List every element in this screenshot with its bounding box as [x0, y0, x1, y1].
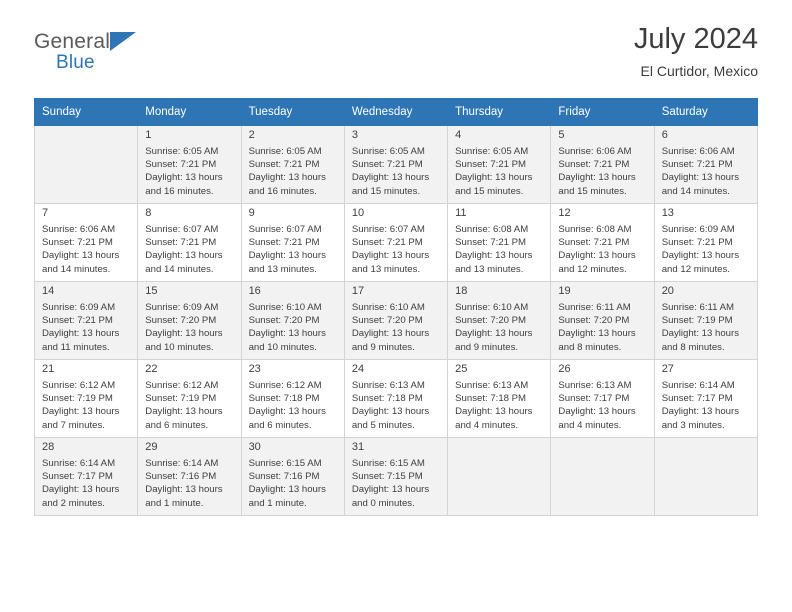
- day-details: [455, 301, 545, 354]
- day-details: [352, 301, 442, 354]
- day-detail-line: Sunset: 7:17 PM: [42, 471, 113, 483]
- day-details: [249, 301, 339, 354]
- day-details: [145, 379, 235, 432]
- day-details: [558, 301, 648, 354]
- day-detail-line: Daylight: 13 hours: [42, 484, 120, 496]
- day-detail-line: Sunset: 7:21 PM: [248, 159, 320, 171]
- day-detail-line: Sunset: 7:20 PM: [351, 315, 423, 327]
- day-detail-line: Daylight: 13 hours: [558, 250, 636, 262]
- day-details: [145, 301, 235, 354]
- day-detail-line: Daylight: 13 hours: [455, 406, 533, 418]
- day-detail-line: and 0 minutes.: [351, 497, 415, 509]
- calendar-day-cell[interactable]: [551, 126, 654, 204]
- day-detail-line: and 4 minutes.: [558, 419, 622, 431]
- calendar-day-cell[interactable]: [344, 204, 447, 282]
- day-detail-line: Sunrise: 6:05 AM: [145, 146, 219, 157]
- day-detail-line: Sunrise: 6:05 AM: [248, 146, 322, 157]
- day-detail-line: Sunrise: 6:11 AM: [661, 302, 735, 313]
- day-detail-line: Daylight: 13 hours: [661, 406, 740, 418]
- calendar-day-cell[interactable]: [448, 282, 551, 360]
- day-detail-line: Sunset: 7:21 PM: [351, 237, 423, 249]
- day-detail-line: Daylight: 13 hours: [558, 328, 636, 340]
- day-detail-line: and 6 minutes.: [145, 419, 209, 431]
- day-number: 26: [558, 363, 571, 375]
- day-detail-line: Sunset: 7:21 PM: [145, 237, 217, 249]
- day-detail-line: Daylight: 13 hours: [455, 172, 533, 184]
- day-detail-line: and 12 minutes.: [558, 263, 627, 275]
- day-detail-line: Daylight: 13 hours: [248, 250, 326, 262]
- calendar-day-cell[interactable]: [241, 282, 344, 360]
- day-details: [352, 223, 442, 276]
- day-details: [249, 145, 339, 198]
- day-detail-line: Daylight: 13 hours: [145, 250, 223, 262]
- general-blue-logo: [34, 22, 154, 74]
- flag-icon: [110, 32, 136, 51]
- day-detail-line: and 1 minute.: [248, 497, 307, 509]
- day-details: [558, 379, 648, 432]
- day-detail-line: Sunrise: 6:13 AM: [351, 380, 425, 391]
- day-detail-line: Sunset: 7:21 PM: [145, 159, 217, 171]
- day-detail-line: and 9 minutes.: [455, 341, 519, 353]
- page-header: [34, 22, 758, 90]
- day-detail-line: Sunrise: 6:12 AM: [42, 380, 116, 391]
- day-detail-line: Sunset: 7:18 PM: [351, 393, 423, 405]
- day-detail-line: Sunrise: 6:09 AM: [42, 302, 116, 313]
- day-detail-line: Sunrise: 6:06 AM: [558, 146, 632, 157]
- day-detail-line: Daylight: 13 hours: [248, 328, 326, 340]
- calendar-day-cell[interactable]: [138, 438, 241, 516]
- day-detail-line: Sunrise: 6:06 AM: [661, 146, 735, 157]
- day-number: 22: [145, 363, 158, 375]
- day-details: [352, 145, 442, 198]
- day-detail-line: Sunrise: 6:15 AM: [248, 458, 322, 469]
- day-detail-line: Sunrise: 6:12 AM: [248, 380, 322, 391]
- day-detail-line: Sunrise: 6:09 AM: [661, 224, 735, 235]
- day-details: [662, 379, 752, 432]
- day-number: 9: [248, 207, 255, 219]
- day-number: 16: [248, 285, 261, 297]
- day-number: 24: [351, 363, 365, 375]
- day-details: [42, 223, 132, 276]
- day-detail-line: Sunset: 7:19 PM: [42, 393, 113, 405]
- day-number: 3: [351, 129, 358, 141]
- day-detail-line: Sunset: 7:18 PM: [455, 393, 527, 405]
- day-detail-line: Sunrise: 6:12 AM: [145, 380, 219, 391]
- calendar-day-cell[interactable]: [551, 360, 654, 438]
- day-details: [249, 457, 339, 510]
- weekday-header-monday: Monday: [138, 99, 241, 126]
- day-detail-line: Sunset: 7:15 PM: [351, 471, 423, 483]
- calendar-week-row: [35, 438, 758, 516]
- calendar-cell-empty: [448, 438, 551, 516]
- day-detail-line: Daylight: 13 hours: [42, 328, 120, 340]
- day-details: [249, 379, 339, 432]
- day-detail-line: Sunrise: 6:05 AM: [455, 146, 529, 157]
- day-detail-line: Sunset: 7:20 PM: [248, 315, 320, 327]
- day-detail-line: and 14 minutes.: [42, 263, 111, 275]
- day-details: [42, 301, 132, 354]
- day-detail-line: and 14 minutes.: [145, 263, 214, 275]
- day-detail-line: and 16 minutes.: [248, 185, 317, 197]
- day-number: 4: [455, 129, 462, 141]
- day-details: [455, 379, 545, 432]
- day-number: 31: [351, 441, 365, 453]
- day-detail-line: Daylight: 13 hours: [248, 172, 326, 184]
- day-number: 19: [558, 285, 571, 297]
- day-detail-line: Daylight: 13 hours: [145, 172, 223, 184]
- day-detail-line: Sunrise: 6:06 AM: [42, 224, 116, 235]
- day-detail-line: Daylight: 13 hours: [455, 328, 533, 340]
- day-detail-line: and 14 minutes.: [661, 185, 730, 197]
- day-detail-line: Daylight: 13 hours: [248, 484, 326, 496]
- day-detail-line: Sunrise: 6:09 AM: [145, 302, 219, 313]
- day-detail-line: and 12 minutes.: [661, 263, 730, 275]
- day-detail-line: Daylight: 13 hours: [145, 406, 223, 418]
- day-detail-line: and 8 minutes.: [558, 341, 622, 353]
- day-detail-line: Sunrise: 6:14 AM: [145, 458, 219, 469]
- day-detail-line: and 2 minutes.: [42, 497, 105, 509]
- day-detail-line: Daylight: 13 hours: [145, 484, 223, 496]
- day-detail-line: Sunrise: 6:11 AM: [558, 302, 631, 313]
- day-details: [558, 223, 648, 276]
- day-detail-line: and 6 minutes.: [248, 419, 312, 431]
- day-number: 15: [145, 285, 158, 297]
- day-details: [558, 145, 648, 198]
- day-details: [249, 223, 339, 276]
- day-detail-line: Daylight: 13 hours: [661, 172, 740, 184]
- day-detail-line: Sunrise: 6:13 AM: [455, 380, 529, 391]
- day-details: [352, 457, 442, 510]
- day-details: [662, 223, 752, 276]
- day-number: 29: [145, 441, 158, 453]
- day-detail-line: and 1 minute.: [145, 497, 204, 509]
- calendar-day-cell[interactable]: [35, 360, 138, 438]
- day-detail-line: Sunrise: 6:07 AM: [351, 224, 425, 235]
- day-number: 11: [455, 207, 467, 219]
- calendar-week-row: [35, 204, 758, 282]
- day-detail-line: Daylight: 13 hours: [351, 172, 430, 184]
- day-detail-line: Sunset: 7:20 PM: [558, 315, 630, 327]
- day-detail-line: Sunset: 7:19 PM: [145, 393, 217, 405]
- day-detail-line: and 9 minutes.: [351, 341, 415, 353]
- day-detail-line: Daylight: 13 hours: [558, 406, 636, 418]
- day-detail-line: Sunrise: 6:05 AM: [351, 146, 425, 157]
- calendar-day-cell[interactable]: [448, 204, 551, 282]
- day-details: [42, 457, 132, 510]
- weekday-header-friday: Friday: [551, 99, 654, 126]
- weekday-header-saturday: Saturday: [654, 99, 757, 126]
- calendar-day-cell[interactable]: [448, 126, 551, 204]
- day-number: 2: [248, 129, 255, 141]
- day-detail-line: Sunset: 7:17 PM: [661, 393, 733, 405]
- day-detail-line: Daylight: 13 hours: [558, 172, 636, 184]
- day-number: 12: [558, 207, 571, 219]
- day-details: [145, 457, 235, 510]
- day-details: [455, 145, 545, 198]
- day-detail-line: Sunset: 7:21 PM: [558, 159, 630, 171]
- day-detail-line: Sunrise: 6:14 AM: [42, 458, 116, 469]
- day-detail-line: and 5 minutes.: [351, 419, 415, 431]
- day-number: 1: [145, 129, 152, 141]
- calendar-cell-empty: [35, 126, 138, 204]
- day-detail-line: Sunrise: 6:07 AM: [248, 224, 322, 235]
- day-detail-line: Sunrise: 6:14 AM: [661, 380, 735, 391]
- day-detail-line: Daylight: 13 hours: [351, 406, 430, 418]
- day-detail-line: and 13 minutes.: [351, 263, 421, 275]
- day-detail-line: Daylight: 13 hours: [145, 328, 223, 340]
- calendar-day-cell[interactable]: [344, 282, 447, 360]
- day-number: 20: [661, 285, 674, 297]
- day-number: 28: [42, 441, 55, 453]
- calendar-week-row: [35, 126, 758, 204]
- calendar-day-cell[interactable]: [654, 282, 757, 360]
- day-detail-line: Sunrise: 6:10 AM: [248, 302, 322, 313]
- weekday-header-wednesday: Wednesday: [344, 99, 447, 126]
- day-detail-line: Sunset: 7:20 PM: [145, 315, 217, 327]
- weekday-header-row: [35, 99, 758, 126]
- day-detail-line: and 13 minutes.: [248, 263, 317, 275]
- calendar-day-cell[interactable]: [138, 360, 241, 438]
- day-number: 8: [145, 207, 152, 219]
- day-detail-line: and 15 minutes.: [351, 185, 421, 197]
- day-detail-line: Sunrise: 6:08 AM: [455, 224, 529, 235]
- calendar-day-cell[interactable]: [241, 126, 344, 204]
- calendar-day-cell[interactable]: [551, 204, 654, 282]
- calendar-table: [34, 98, 758, 516]
- day-detail-line: Sunrise: 6:10 AM: [351, 302, 425, 313]
- day-detail-line: Sunset: 7:21 PM: [661, 159, 733, 171]
- day-detail-line: Sunset: 7:19 PM: [661, 315, 733, 327]
- day-number: 13: [661, 207, 674, 219]
- day-detail-line: Sunset: 7:21 PM: [455, 237, 527, 249]
- weekday-header-tuesday: Tuesday: [241, 99, 344, 126]
- day-detail-line: Daylight: 13 hours: [351, 484, 430, 496]
- day-details: [145, 223, 235, 276]
- day-number: 27: [661, 363, 674, 375]
- calendar-day-cell[interactable]: [551, 282, 654, 360]
- day-detail-line: and 16 minutes.: [145, 185, 214, 197]
- weekday-header-thursday: Thursday: [448, 99, 551, 126]
- calendar-week-row: [35, 282, 758, 360]
- day-detail-line: and 3 minutes.: [661, 419, 725, 431]
- calendar-day-cell[interactable]: [241, 204, 344, 282]
- day-number: 21: [42, 363, 55, 375]
- day-detail-line: Sunset: 7:21 PM: [42, 237, 113, 249]
- day-detail-line: Daylight: 13 hours: [42, 406, 120, 418]
- day-detail-line: Sunset: 7:21 PM: [42, 315, 113, 327]
- logo-text-general: General: [34, 30, 111, 53]
- day-detail-line: Daylight: 13 hours: [661, 328, 740, 340]
- calendar-day-cell[interactable]: [344, 126, 447, 204]
- day-number: 18: [455, 285, 468, 297]
- day-detail-line: Sunset: 7:21 PM: [351, 159, 423, 171]
- day-detail-line: and 8 minutes.: [661, 341, 725, 353]
- calendar-day-cell[interactable]: [35, 204, 138, 282]
- calendar-day-cell[interactable]: [138, 126, 241, 204]
- calendar-day-cell[interactable]: [35, 282, 138, 360]
- day-detail-line: and 15 minutes.: [455, 185, 524, 197]
- calendar-day-cell[interactable]: [654, 204, 757, 282]
- calendar-week-row: [35, 360, 758, 438]
- day-detail-line: Daylight: 13 hours: [455, 250, 533, 262]
- calendar-day-cell[interactable]: [241, 438, 344, 516]
- calendar-day-cell[interactable]: [654, 126, 757, 204]
- day-detail-line: Sunrise: 6:13 AM: [558, 380, 632, 391]
- day-details: [42, 379, 132, 432]
- day-detail-line: and 13 minutes.: [455, 263, 524, 275]
- day-number: 23: [248, 363, 261, 375]
- day-detail-line: Sunset: 7:21 PM: [558, 237, 630, 249]
- day-detail-line: Sunset: 7:21 PM: [661, 237, 733, 249]
- day-detail-line: Daylight: 13 hours: [351, 328, 430, 340]
- day-detail-line: and 11 minutes.: [42, 341, 110, 353]
- day-detail-line: Daylight: 13 hours: [42, 250, 120, 262]
- day-detail-line: and 15 minutes.: [558, 185, 627, 197]
- calendar-cell-empty: [654, 438, 757, 516]
- calendar-day-cell[interactable]: [35, 438, 138, 516]
- calendar-cell-empty: [551, 438, 654, 516]
- day-detail-line: Daylight: 13 hours: [248, 406, 326, 418]
- weekday-header-sunday: Sunday: [35, 99, 138, 126]
- logo-text-blue: Blue: [56, 52, 95, 73]
- day-detail-line: Sunrise: 6:07 AM: [145, 224, 219, 235]
- day-detail-line: Sunset: 7:16 PM: [145, 471, 217, 483]
- day-number: 5: [558, 129, 565, 141]
- day-number: 30: [248, 441, 261, 453]
- day-detail-line: Daylight: 13 hours: [661, 250, 740, 262]
- day-number: 25: [455, 363, 468, 375]
- day-detail-line: Sunset: 7:21 PM: [455, 159, 527, 171]
- day-detail-line: and 4 minutes.: [455, 419, 519, 431]
- day-number: 14: [42, 285, 55, 297]
- calendar-day-cell[interactable]: [241, 360, 344, 438]
- day-details: [352, 379, 442, 432]
- day-number: 10: [351, 207, 365, 219]
- day-detail-line: Sunset: 7:20 PM: [455, 315, 527, 327]
- day-detail-line: Sunset: 7:18 PM: [248, 393, 320, 405]
- day-detail-line: Sunset: 7:21 PM: [248, 237, 320, 249]
- page-title: July 2024: [633, 23, 758, 55]
- day-details: [455, 223, 545, 276]
- day-number: 7: [42, 207, 49, 219]
- calendar-day-cell[interactable]: [344, 360, 447, 438]
- calendar-day-cell[interactable]: [138, 282, 241, 360]
- calendar-day-cell[interactable]: [448, 360, 551, 438]
- day-detail-line: Sunset: 7:17 PM: [558, 393, 630, 405]
- day-detail-line: Sunrise: 6:08 AM: [558, 224, 632, 235]
- day-detail-line: and 7 minutes.: [42, 419, 105, 431]
- day-detail-line: and 10 minutes.: [248, 341, 317, 353]
- day-number: 6: [661, 129, 668, 141]
- day-detail-line: Daylight: 13 hours: [351, 250, 430, 262]
- day-details: [662, 301, 752, 354]
- calendar-day-cell[interactable]: [138, 204, 241, 282]
- day-detail-line: Sunrise: 6:15 AM: [351, 458, 425, 469]
- day-details: [662, 145, 752, 198]
- day-details: [145, 145, 235, 198]
- day-number: 17: [351, 285, 365, 297]
- calendar-day-cell[interactable]: [654, 360, 757, 438]
- calendar-day-cell[interactable]: [344, 438, 447, 516]
- location-subtitle: El Curtidor, Mexico: [640, 63, 758, 79]
- day-detail-line: Sunset: 7:16 PM: [248, 471, 320, 483]
- day-detail-line: and 10 minutes.: [145, 341, 214, 353]
- title-block: [634, 22, 758, 79]
- day-detail-line: Sunrise: 6:10 AM: [455, 302, 529, 313]
